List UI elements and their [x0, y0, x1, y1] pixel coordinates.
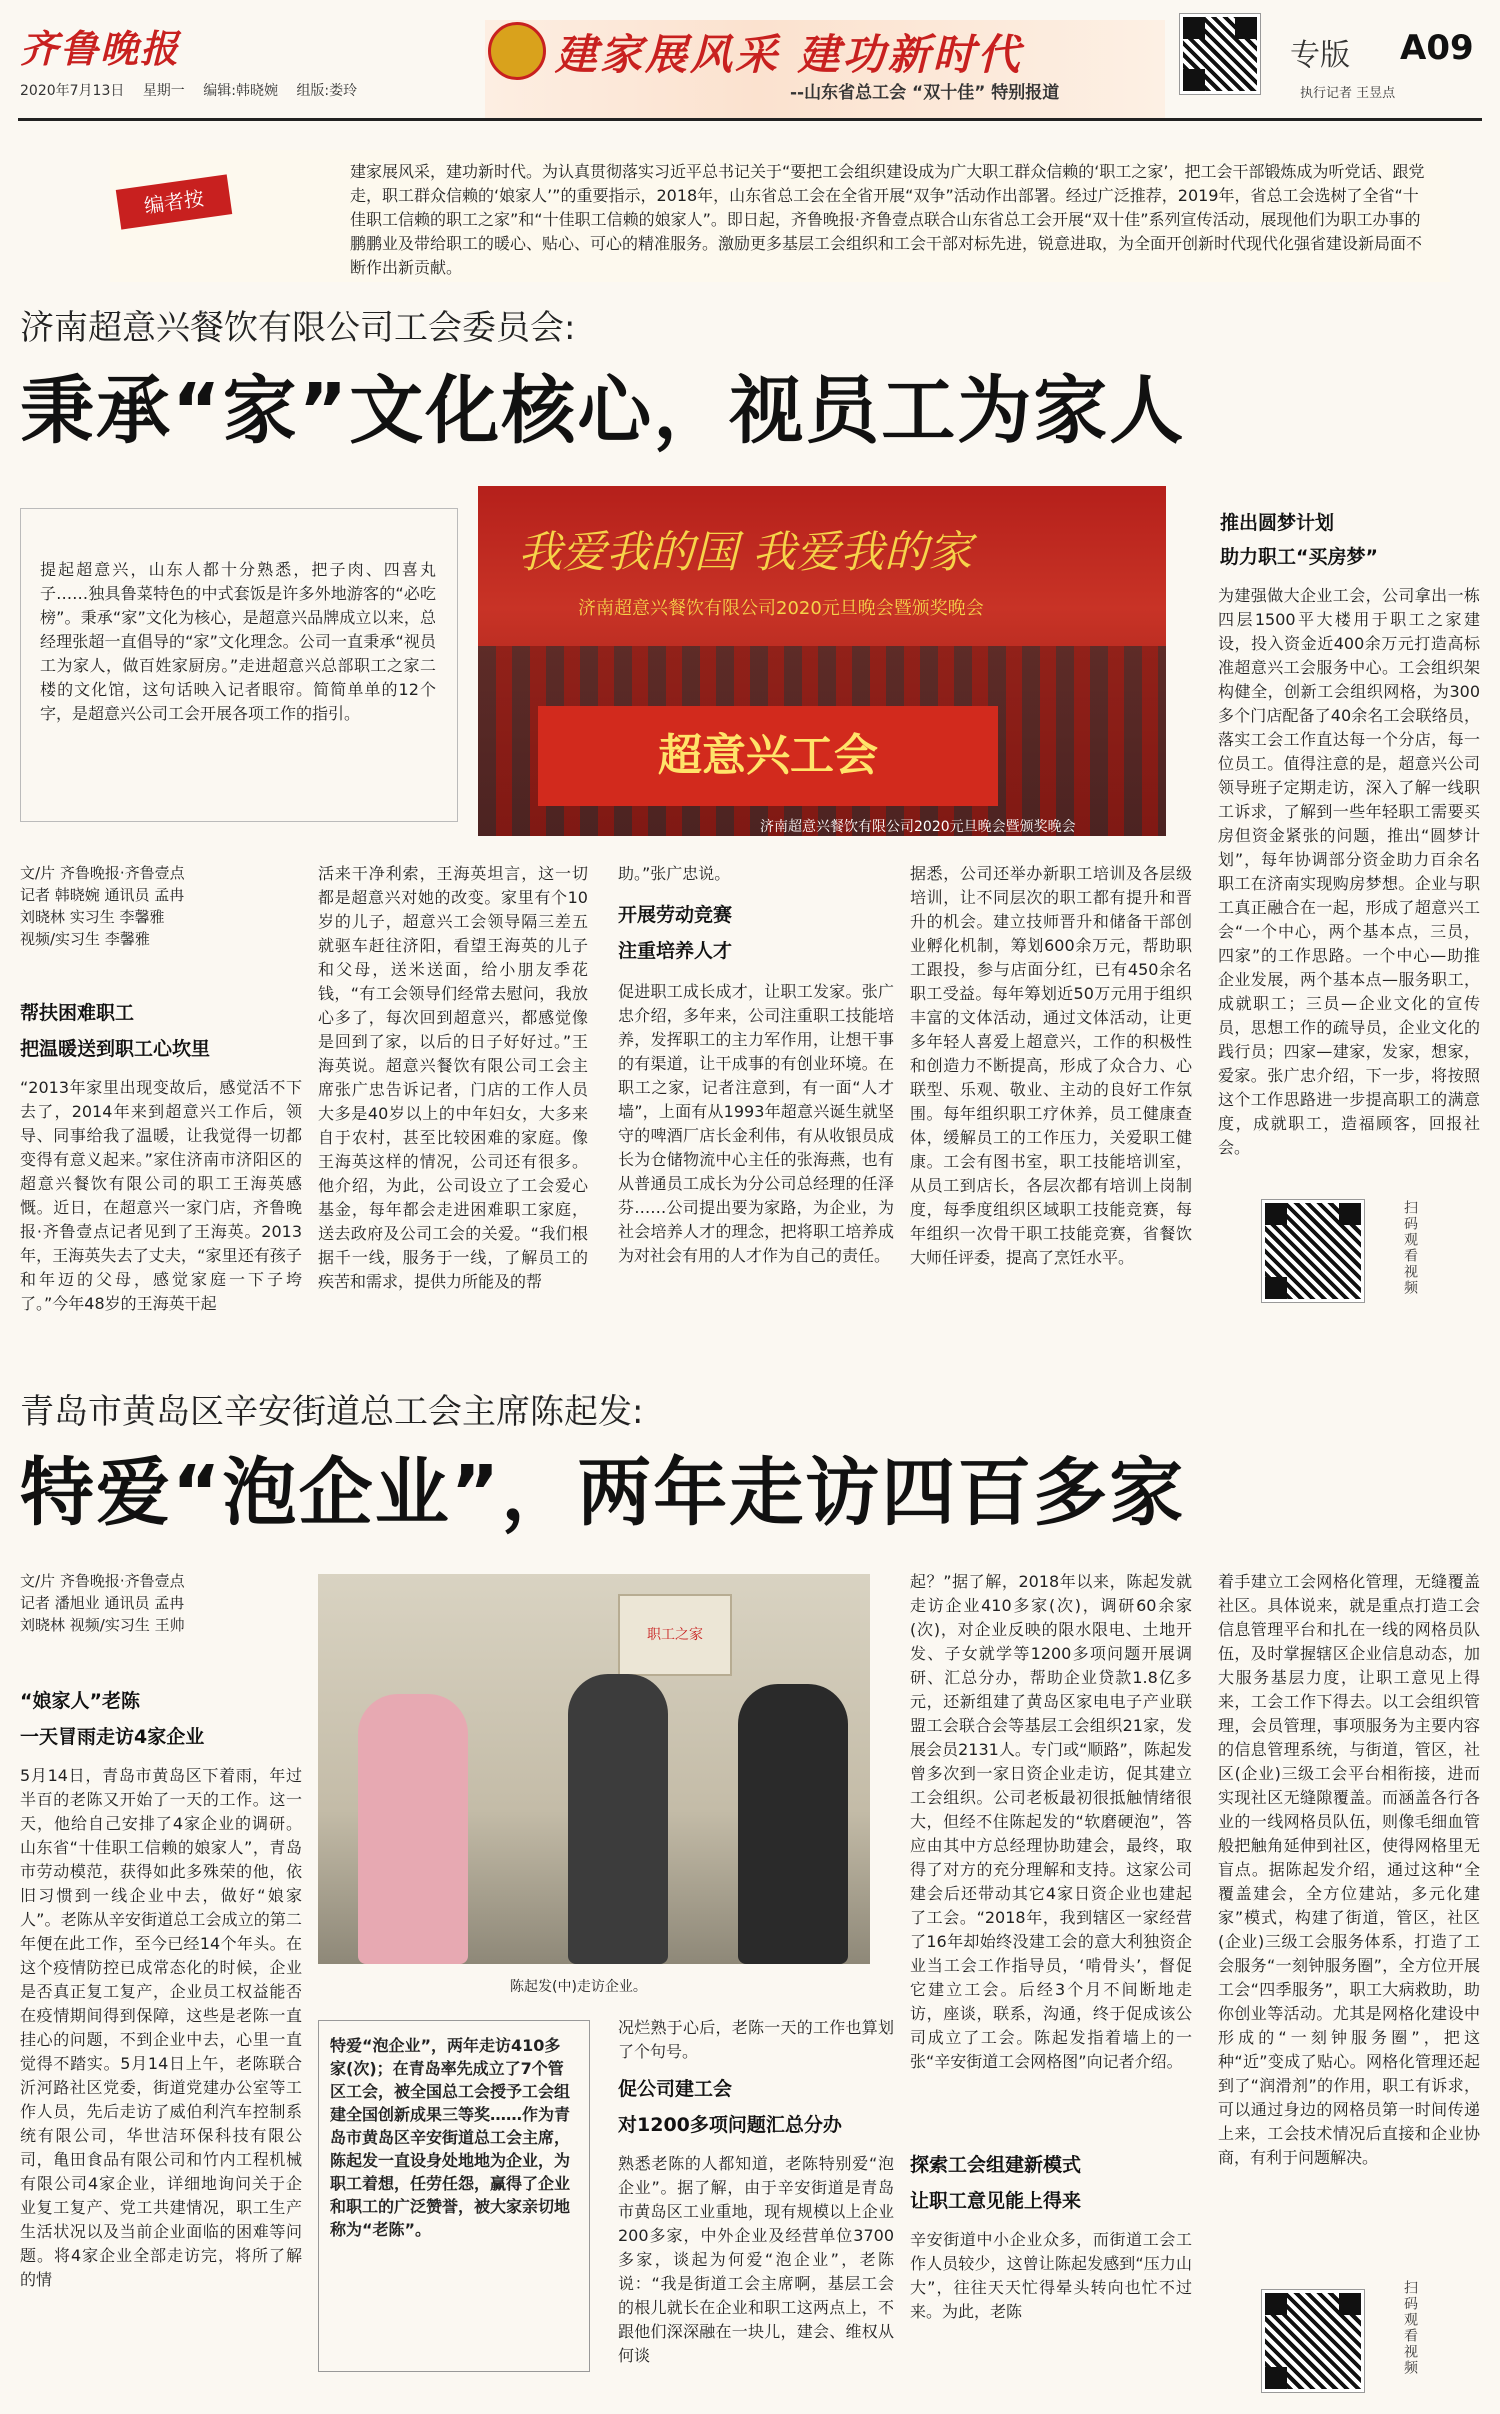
- article2-byline: [20, 1570, 310, 1636]
- video-qr-label: 扫码观看视频: [1402, 2280, 1418, 2376]
- article2-col3: 起？”据了解，2018年以来，陈起发就走访企业410多家(次)，调研60余家(次)，对企业反映的限水限电、土地开发、子女就学等1200多项问题开展调研、汇总分办，帮助企业贷款1.8亿多元，还新组建了黄岛区家电电子产业联盟工会联合会等基层工会组织21家，发展会员2131人。专门或“顺路”，陈起发曾多次到一家日资企业走访，促其建立工会组织。公司老板最初很抵触情绪很大，但经不住陈起发的“软磨硬泡”，答应由其中方总经理协助建会，最终，取得了对方的充分理解和支持。这家公司建会后还带动其它4家日资企业也建起了工会。“2018年，我到辖区一家经营了16年却始终没建工会的意大利独资企业当工会工作指导员，‘啃骨头’，督促它建立工会。后经3个月不间断地走访，座谈，联系，沟通，终于促成该公司成立了工会。陈起发指着墙上的一张“辛安街道工会网格图”向记者介绍。: [910, 1572, 1192, 2071]
- article2-pullquote: 特爱“泡企业”，两年走访410多家(次)；在青岛率先成立了7个管区工会，被全国总工会授予工会组建全国创新成果三等奖……作为青岛市黄岛区辛安街道总工会主席，陈起发一直设身处地地为企业，为职工着想，任劳任怨，赢得了企业和职工的广泛赞誉，被大家亲切地称为“老陈”。: [330, 2036, 571, 2239]
- byline-line: 刘晓林 实习生 李馨雅: [20, 908, 165, 926]
- article2-subhead-2: 一天冒雨走访4家企业: [20, 1726, 205, 1748]
- article2-headline: 特爱“泡企业”，两年走访四百多家: [20, 1450, 1186, 1536]
- union-emblem-icon: [488, 22, 546, 80]
- section-reporter: 执行记者 王昱点: [1300, 86, 1396, 101]
- article1-byline: [20, 862, 320, 950]
- issue-meta: [20, 80, 371, 100]
- article2-col2-end: 况烂熟于心后，老陈一天的工作也算划了个句号。: [618, 2018, 894, 2061]
- photo-slogan: 我爱我的国 我爱我的家: [518, 527, 972, 578]
- article2-col1: 5月14日，青岛市黄岛区下着雨，年过半百的老陈又开始了一天的工作。这一天，他给自己安排了4家企业的调研。山东省“十佳职工信赖的娘家人”，青岛市劳动模范，获得如此多殊荣的他，依旧习惯到一线企业中去，做好“娘家人”。老陈从辛安街道总工会成立的第二年便在此工作，至今已经14个年头。在这个疫情防控已成常态化的时候，企业是否真正复工复产，企业员工权益能否在疫情期间得到保障，这些是老陈一直挂心的问题，不到企业中去，心里一直觉得不踏实。5月14日上午，老陈联合沂河路社区党委，街道党建办公室等工作人员，先后走访了威伯利汽车控制系统有限公司，华世洁环保科技有限公司，亀田食品有限公司和竹内工程机械有限公司4家企业，详细地询问关于企业复工复产、党工共建情况，职工生产生活状况以及当前企业面临的困难等问题。将4家企业全部走访完，将所了解的情: [20, 1766, 302, 2289]
- issue-date: 2020年7月13日: [20, 83, 125, 99]
- byline-line: 视频/实习生 李馨雅: [20, 930, 150, 948]
- article1-headline: 秉承“家”文化核心，视员工为家人: [20, 368, 1186, 454]
- article1-side-subhead-2: 助力职工“买房梦”: [1220, 546, 1378, 568]
- photo-union-banner: 超意兴工会: [538, 706, 998, 806]
- article1-photo: [478, 486, 1166, 836]
- article1-col3-intro: 助。”张广忠说。: [618, 864, 731, 883]
- qr-code-icon[interactable]: [1180, 14, 1260, 94]
- article2-photo-caption: 陈起发(中)走访企业。: [510, 1979, 647, 1995]
- article1-subhead-3: 开展劳动竞赛: [618, 904, 733, 926]
- article1-photo-caption: 济南超意兴餐饮有限公司2020元旦晚会暨颁奖晚会: [760, 819, 1076, 835]
- editor-note-badge: 编者按: [116, 174, 232, 229]
- article1-subhead-1: 帮扶困难职工: [20, 1002, 135, 1024]
- article2-col2: 熟悉老陈的人都知道，老陈特别爱“泡企业”。据了解，由于辛安街道是青岛市黄岛区工业重地，现有规模以上企业200多家，中外企业及经营单位3700多家，谈起为何爱“泡企业”，老陈说：“我是街道工会主席啊，基层工会的根儿就长在企业和职工这两点上，不跟他们深深融在一块儿，建会、维权从何谈: [618, 2154, 894, 2365]
- article2-subhead-1: “娘家人”老陈: [20, 1690, 140, 1712]
- banner-subtitle: --山东省总工会 “双十佳” 特别报道: [790, 83, 1060, 103]
- photo-event-title: 济南超意兴餐饮有限公司2020元旦晚会暨颁奖晚会: [578, 598, 984, 619]
- article1-col3: 促进职工成长成才，让职工发家。张广忠介绍，多年来，公司注重职工技能培养，发挥职工的主力军作用，让想干事的有渠道，让干成事的有创业环境。在职工之家，记者注意到，有一面“人才墙”，上面有从1993年超意兴诞生就坚守的啤酒厂店长金利伟，有从收银员成长为仓储物流中心主任的张海燕，也有从普通员工成长为分公司总经理的任泽芬……公司提出要为家路，为企业，为社会培养人才的理念，把将职工培养成为对社会有用的人才作为自己的责任。: [618, 982, 894, 1265]
- banner-title: 建家展风采 建功新时代: [555, 30, 1023, 79]
- article2-col4: 着手建立工会网格化管理，无缝覆盖社区。具体说来，就是重点打造工会信息管理平台和扎在一线的网格员队伍，及时掌握辖区企业信息动态，加大服务基层力度，让职工意见上得来，工会工作下得去。以工会组织管理，会员管理，事项服务为主要内容的信息管理系统，与街道，管区，社区(企业)三级工会平台相衔接，进而实现社区无缝隙覆盖。而涵盖各行各业的一线网格员队伍，则像毛细血管般把触角延伸到社区，使得网格里无盲点。据陈起发介绍，通过这种“全覆盖建会，全方位建站，多元化建家”模式，构建了街道，管区，社区(企业)三级工会服务体系，打造了工会服务“一刻钟服务圈”，全方位开展工会“四季服务”，职工大病救助，助你创业等活动。尤其是网格化建设中形成的“一刻钟服务圈”，把这种“近”变成了贴心。网格化管理还起到了“润滑剂”的作用，职工有诉求，可以通过身边的网格员第一时间传递上来，工会技术情况后直接和企业协商，有利于问题解决。: [1218, 1572, 1480, 2167]
- article1-col2: 活来干净利索，王海英坦言，这一切都是超意兴对她的改变。家里有个10岁的儿子，超意兴工会领导隔三差五就驱车赶往济阳，看望王海英的儿子和父母，送米送面，给小朋友季花钱，“有工会领导们经常去慰问，我放心多了，每次回到超意兴，都感觉像是回到了家，以后的日子好好过。”王海英说。超意兴餐饮有限公司工会主席张广忠告诉记者，门店的工作人员大多是40岁以上的中年妇女，大多来自于农村，甚至比较困难的家庭。像王海英这样的情况，公司还有很多。他介绍，为此，公司设立了工会爱心基金，每年都会走进困难职工家庭，送去政府及公司工会的关爱。“我们根据千一线，服务于一线，了解员工的疾苦和需求，提供力所能及的帮: [318, 864, 588, 1291]
- article2-subhead-4: 对1200多项问题汇总分办: [618, 2114, 842, 2136]
- video-qr-label: 扫码观看视频: [1402, 1200, 1418, 1296]
- byline-line: 文/片 齐鲁晚报·齐鲁壹点: [20, 864, 185, 882]
- byline-line: 记者 韩晓婉 通讯员 孟冉: [20, 886, 185, 904]
- article2-kicker: 青岛市黄岛区辛安街道总工会主席陈起发:: [20, 1392, 644, 1432]
- photo-sign: 职工之家: [618, 1594, 732, 1676]
- article2-photo: [318, 1574, 870, 1964]
- qr-code-icon[interactable]: [1262, 2290, 1364, 2392]
- masthead-divider: [18, 118, 1482, 121]
- photo-person-left: [358, 1694, 468, 1964]
- section-tag: 专版: [1290, 38, 1350, 73]
- issue-weekday: 星期一: [142, 83, 185, 99]
- article1-side-text: 为建强做大企业工会，公司拿出一栋四层1500平大楼用于职工之家建设，投入资金近400余万元打造高标准超意兴工会服务中心。工会组织架构健全，创新工会组织网格，为300多个门店配备了40余名工会联络员，落实工会工作直达每一个分店，每一位员工。值得注意的是，超意兴公司领导班子定期走访，深入了解一线职工诉求，了解到一些年轻职工需要买房但资金紧张的问题，推出“圆梦计划”，每年协调部分资金助力百余名职工在济南实现购房梦想。企业与职工真正融合在一起，形成了超意兴工会“一个中心，两个基本点，三员，四家”的工作思路。一个中心—助推企业发展，两个基本点—服务职工，成就职工；三员—企业文化的宣传员，思想工作的疏导员，企业文化的践行员；四家—建家，发家，想家，爱家。张广忠介绍，下一步，将按照这个工作思路进一步提高职工的满意度，成就职工，造福顾客，回报社会。: [1218, 586, 1480, 1157]
- byline-line: 文/片 齐鲁晚报·齐鲁壹点: [20, 1572, 185, 1590]
- editor-note-text: 建家展风采，建功新时代。为认真贯彻落实习近平总书记关于“要把工会组织建设成为广大职工群众信赖的‘职工之家’，把工会干部锻炼成为听党话、跟党走，职工群众信赖的‘娘家人’”的重要指示，2018年，山东省总工会在全省开展“双争”活动作出部署。经过广泛推荐，2019年，省总工会选树了全省“十佳职工信赖的职工之家”和“十佳职工信赖的娘家人”。即日起，齐鲁晚报·齐鲁壹点联合山东省总工会开展“双十佳”系列宣传活动，展现他们为职工办事的鹏鹏业及带给职工的暖心、贴心、可心的精准服务。激励更多基层工会组织和工会干部对标先进，锐意进取，为全面开创新时代现代化强省建设新局面不断作出新贡献。: [350, 162, 1425, 277]
- photo-person-right: [738, 1684, 848, 1964]
- byline-line: 刘晓林 视频/实习生 王帅: [20, 1616, 185, 1634]
- article1-kicker: 济南超意兴餐饮有限公司工会委员会:: [20, 308, 576, 348]
- article1-side-subhead-1: 推出圆梦计划: [1220, 512, 1335, 534]
- article2-subhead-3: 促公司建工会: [618, 2078, 733, 2100]
- qr-code-icon[interactable]: [1262, 1200, 1364, 1302]
- photo-person-center: [568, 1674, 668, 1964]
- article1-lead: 提起超意兴，山东人都十分熟悉，把子肉、四喜丸子……独具鲁菜特色的中式套饭是许多外地游客的“必吃榜”。秉承“家”文化为核心，是超意兴品牌成立以来，总经理张超一直倡导的“家”文化理念。公司一直秉承“视员工为家人，做百姓家厨房。”走进超意兴总部职工之家二楼的文化馆，这句话映入记者眼帘。简简单单的12个字，是超意兴公司工会开展各项工作的指引。: [40, 560, 436, 723]
- article2-subhead-5: 探索工会组建新模式: [910, 2154, 1082, 2176]
- article2-col3-end: 辛安街道中小企业众多，而街道工会工作人员较少，这曾让陈起发感到“压力山大”，往往天天忙得晕头转向也忙不过来。为此，老陈: [910, 2230, 1192, 2321]
- article1-col1: “2013年家里出现变故后，感觉活不下去了，2014年来到超意兴工作后，领导、同事给我了温暖，让我觉得一切都变得有意义起来。”家住济南市济阳区的超意兴餐饮有限公司的职工王海英感慨。近日，在超意兴一家门店，齐鲁晚报·齐鲁壹点记者见到了王海英。2013年，王海英失去了丈夫，“家里还有孩子和年迈的父母，感觉家庭一下子垮了。”今年48岁的王海英干起: [20, 1078, 302, 1313]
- issue-editor: 编辑:韩晓婉: [203, 83, 278, 99]
- issue-layout: 组版:娄玲: [296, 83, 358, 99]
- newspaper-logo: 齐鲁晚报: [20, 26, 181, 71]
- page-number: A09: [1400, 28, 1474, 68]
- article1-subhead-4: 注重培养人才: [618, 940, 733, 962]
- article1-col4: 据悉，公司还举办新职工培训及各层级培训，让不同层次的职工都有提升和晋升的机会。建立技师晋升和储备干部创业孵化机制，筹划600余万元，帮助职工跟投，参与店面分红，已有450余名职工受益。每年筹划近50万元用于组织丰富的文体活动，通过文体活动，让更多年轻人喜爱上超意兴，工作的积极性和创造力不断提高，形成了众合力、心联型、乐观、敬业、主动的良好工作氛围。每年组织职工疗休养，员工健康查体，缓解员工的工作压力，关爱职工健康。工会有图书室，职工技能培训室，从员工到店长，各层次都有培训上岗制度，每季度组织区域职工技能竞赛，每年组织一次骨干职工技能竞赛，省餐饮大师任评委，提高了烹饪水平。: [910, 864, 1192, 1267]
- byline-line: 记者 潘旭业 通讯员 孟冉: [20, 1594, 185, 1612]
- article1-subhead-2: 把温暖送到职工心坎里: [20, 1038, 211, 1060]
- article2-subhead-6: 让职工意见能上得来: [910, 2190, 1082, 2212]
